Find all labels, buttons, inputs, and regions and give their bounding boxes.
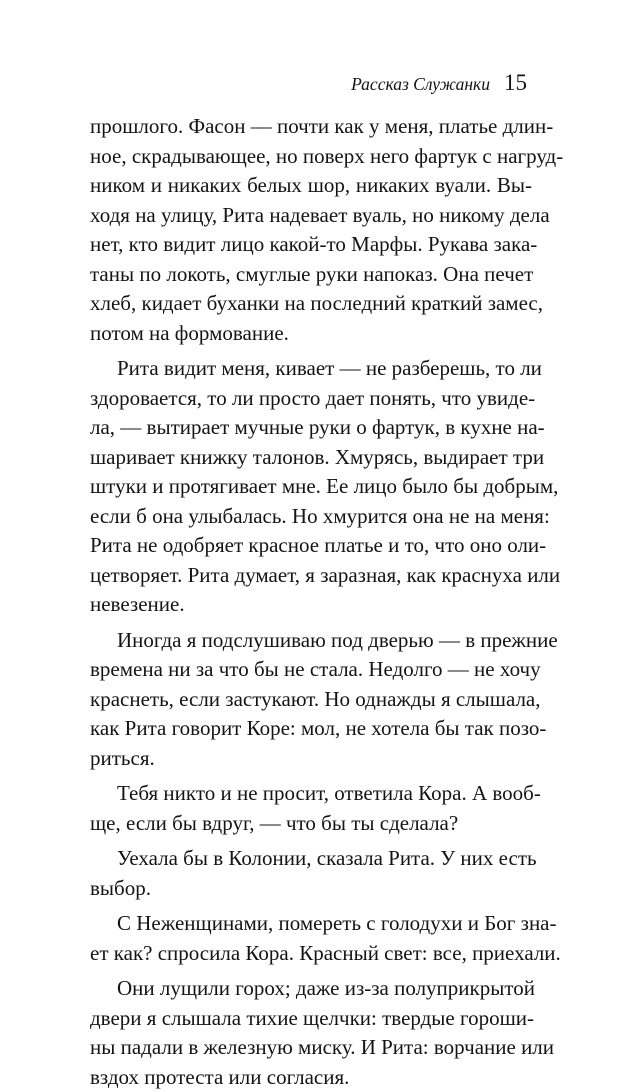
paragraph — [90, 844, 532, 903]
paragraph — [90, 909, 532, 968]
running-head-title: Рассказ Служанки — [351, 74, 490, 95]
paragraph — [90, 779, 532, 838]
text-line: Они лущили горох; даже из-за полуприкрытой — [90, 974, 532, 1004]
text-line: штуки и протягивает мне. Ее лицо было бы добрым, — [90, 472, 532, 502]
text-line: если б она улыбалась. Но хмурится она не на меня: — [90, 502, 532, 532]
text-line: нет, кто видит лицо какой-то Марфы. Рукава зака- — [90, 230, 532, 260]
text-line: ником и никаких белых шор, никаких вуали. Вы- — [90, 171, 532, 201]
running-head — [351, 70, 527, 96]
text-line: Рита не одобряет красное платье и то, что оно оли- — [90, 531, 532, 561]
text-line: ное, скрадывающее, но поверх него фартук с нагруд- — [90, 142, 532, 172]
text-line: ще, если бы вдруг, — что бы ты сделала? — [90, 809, 532, 839]
text-line: ла, — вытирает мучные руки о фартук, в кухне на- — [90, 413, 532, 443]
paragraph — [90, 974, 532, 1092]
paragraph — [90, 354, 532, 620]
text-line: здоровается, то ли просто дает понять, что увиде- — [90, 384, 532, 414]
text-line: времена ни за что бы не стала. Недолго — не хочу — [90, 655, 532, 685]
text-line: шаривает книжку талонов. Хмурясь, выдирает три — [90, 443, 532, 473]
paragraph — [90, 626, 532, 774]
text-line: Тебя никто и не просит, ответила Кора. А вооб- — [90, 779, 532, 809]
text-line: краснеть, если застукают. Но однажды я слышала, — [90, 685, 532, 715]
text-line: таны по локоть, смуглые руки напоказ. Она печет — [90, 260, 532, 290]
text-line: цетворяет. Рита думает, я заразная, как краснуха или — [90, 561, 532, 591]
text-line: риться. — [90, 744, 532, 774]
text-line: прошлого. Фасон — почти как у меня, платье длин- — [90, 112, 532, 142]
text-line: двери я слышала тихие щелчки: твердые гороши- — [90, 1004, 532, 1034]
paragraph — [90, 112, 532, 348]
text-line: потом на формование. — [90, 319, 532, 349]
text-line: Уехала бы в Колонии, сказала Рита. У них есть — [90, 844, 532, 874]
text-line: С Неженщинами, помереть с голодухи и Бог зна- — [90, 909, 532, 939]
text-line: Иногда я подслушиваю под дверью — в прежние — [90, 626, 532, 656]
text-line: невезение. — [90, 590, 532, 620]
page-number: 15 — [504, 70, 527, 96]
text-line: выбор. — [90, 874, 532, 904]
text-line: Рита видит меня, кивает — не разберешь, то ли — [90, 354, 532, 384]
text-line: хлеб, кидает буханки на последний краткий замес, — [90, 289, 532, 319]
body-text — [90, 112, 532, 1092]
text-line: вздох протеста или согласия. — [90, 1063, 532, 1092]
text-line: ходя на улицу, Рита надевает вуаль, но никому дела — [90, 201, 532, 231]
text-line: как Рита говорит Коре: мол, не хотела бы так позо- — [90, 714, 532, 744]
text-line: ет как? спросила Кора. Красный свет: все, приехали. — [90, 939, 532, 969]
text-line: ны падали в железную миску. И Рита: ворчание или — [90, 1033, 532, 1063]
